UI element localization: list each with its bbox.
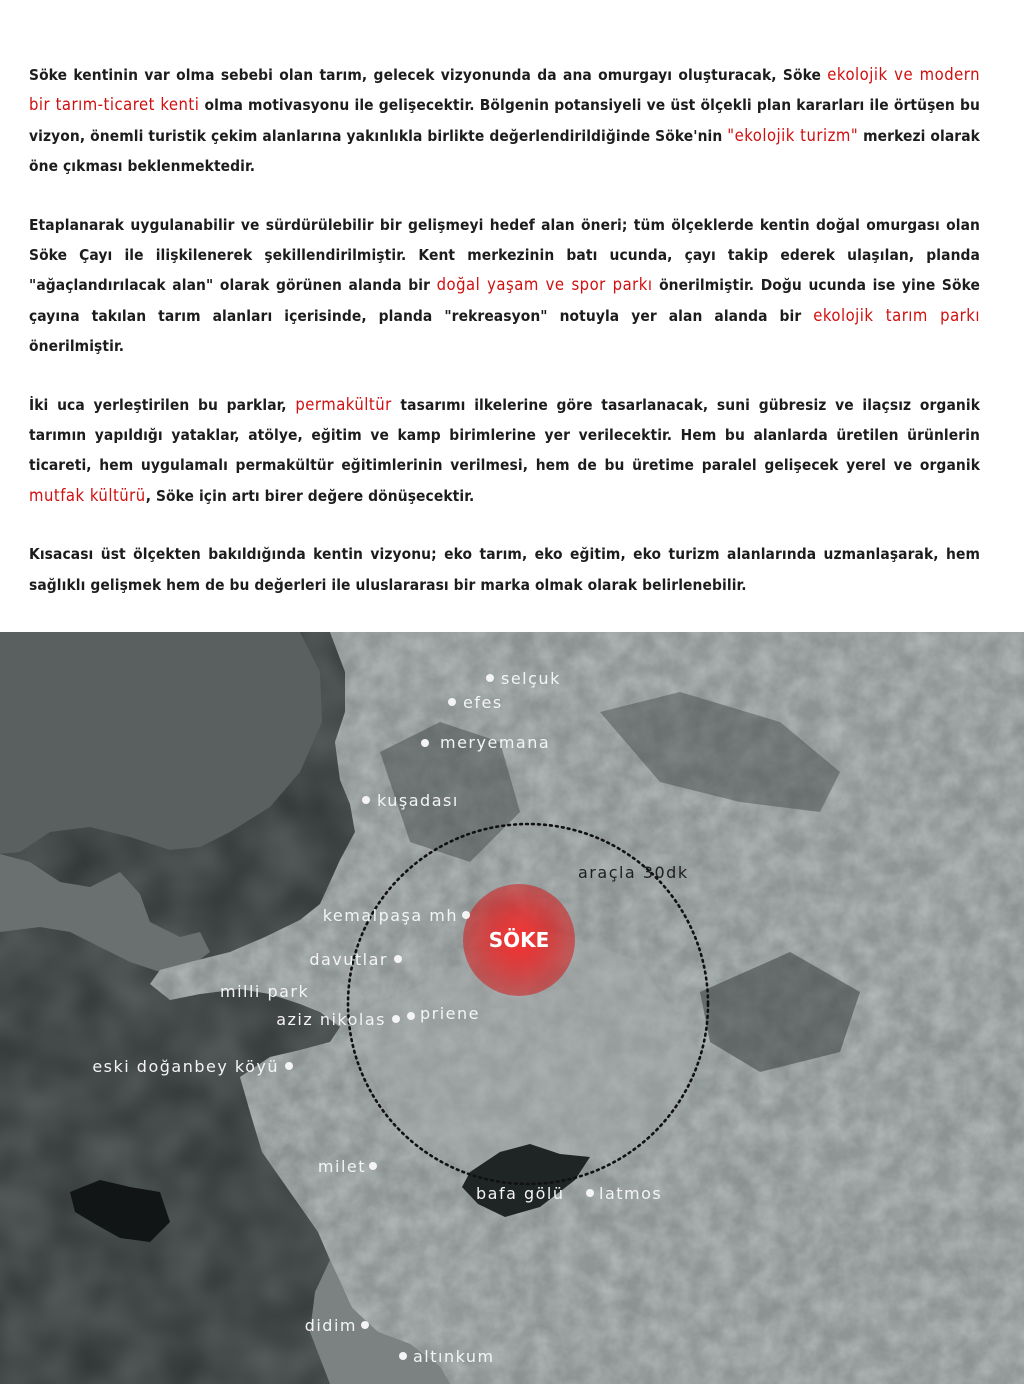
satellite-map xyxy=(0,632,1024,1384)
place-dot-aziz-nikolas xyxy=(392,1015,400,1023)
text-segment: Kısacası üst ölçekten bakıldığında kentin vizyonu; eko tarım, eko eğitim, eko turizm alanlarında uzmanlaşarak, hem sağlıklı gelişmek hem de bu değerleri ile uluslararası bir marka olmak olarak belirlenebilir. xyxy=(29,545,980,594)
place-label-didim: didim xyxy=(304,1316,357,1335)
description-text xyxy=(29,60,980,628)
soke-label: SÖKE xyxy=(488,928,550,952)
place-dot-priene xyxy=(407,1012,415,1020)
place-dot-eski-doganbey-koyu xyxy=(285,1062,293,1070)
place-dot-milet xyxy=(369,1162,377,1170)
place-label-eski-doganbey-koyu: eski doğanbey köyü xyxy=(92,1057,279,1076)
paragraph-3 xyxy=(29,390,980,512)
text-segment: önerilmiştir. xyxy=(29,337,125,356)
text-segment: tasarımı ilkelerine göre tasarlanacak, suni gübresiz ve ilaçsız organik tarımın yapıldığı yataklar, atölye, eğitim ve kamp birimlerine yer verilecektir. Hem bu alanlarda üretilen ürünlerin ticareti, hem uygulamalı permakültür eğitimlerinin verilmesi, hem de bu üretime paralel gelişecek yerel ve organik xyxy=(29,395,980,475)
highlight-term: doğal yaşam ve spor parkı xyxy=(436,275,653,295)
place-dot-efes xyxy=(448,698,456,706)
highlight-term: mutfak kültürü xyxy=(29,485,146,505)
paragraph-4 xyxy=(29,539,980,600)
place-dot-latmos xyxy=(586,1189,594,1197)
place-label-bafa-golu: bafa gölü xyxy=(476,1184,565,1203)
place-label-kusadasi: kuşadası xyxy=(377,791,459,810)
highlight-term: "ekolojik turizm" xyxy=(727,125,859,145)
paragraph-2 xyxy=(29,210,980,362)
place-label-meryemana: meryemana xyxy=(440,733,551,752)
place-dot-meryemana xyxy=(421,739,429,747)
text-segment: , Söke için artı birer değere dönüşecektir. xyxy=(145,486,475,505)
highlight-term: ekolojik tarım parkı xyxy=(813,305,980,325)
place-label-aziz-nikolas: aziz nikolas xyxy=(276,1010,386,1029)
highlight-term: permakültür xyxy=(295,394,392,414)
text-segment: İki uca yerleştirilen bu parklar, xyxy=(29,395,296,414)
text-segment: Etaplanarak uygulanabilir ve sürdürülebilir bir gelişmeyi hedef alan öneri; tüm ölçeklerde kentin doğal omurgası olan Söke Çayı ile ilişkilenerek şekillendirilmiştir. Kent merkezinin batı ucunda, çayı takip ederek ulaşılan, planda "ağaçlandırılacak alan" olarak görünen alanda bir xyxy=(29,215,980,295)
highlight-term: ekolojik ve modern bir tarım-ticaret kenti xyxy=(29,65,980,115)
text-segment: olma motivasyonu ile gelişecektir. Bölgenin potansiyeli ve üst ölçekli plan kararları ile örtüşen bu vizyon, önemli turistik çekim alanlarına yakınlıkla birlikte değerlendirildiğinde Söke'nin xyxy=(29,96,980,145)
place-dot-kemalpasa-mh xyxy=(462,911,470,919)
place-label-davutlar: davutlar xyxy=(309,950,388,969)
place-dot-kusadasi xyxy=(362,796,370,804)
place-dot-didim xyxy=(361,1321,369,1329)
place-dot-selcuk xyxy=(486,674,494,682)
text-segment: Söke kentinin var olma sebebi olan tarım, gelecek vizyonunda da ana omurgayı oluşturacak, Söke xyxy=(29,66,828,84)
radius-label: araçla 30dk xyxy=(578,863,689,882)
place-label-milli-park: milli park xyxy=(220,982,310,1001)
place-label-kemalpasa-mh: kemalpaşa mh xyxy=(322,906,458,925)
place-label-milet: milet xyxy=(317,1157,366,1176)
place-label-priene: priene xyxy=(420,1004,481,1023)
place-label-selcuk: selçuk xyxy=(501,669,561,688)
place-label-altinkum: altınkum xyxy=(413,1347,495,1366)
place-dot-altinkum xyxy=(399,1352,407,1360)
paragraph-1 xyxy=(29,60,980,182)
text-segment: merkezi olarak öne çıkması beklenmektedir. xyxy=(29,126,980,176)
text-segment: önerilmiştir. Doğu ucunda ise yine Söke çayına takılan tarım alanları içerisinde, planda "rekreasyon" notuyla yer alan alanda bir xyxy=(29,276,980,325)
place-label-efes: efes xyxy=(463,693,503,712)
place-label-latmos: latmos xyxy=(599,1184,663,1203)
place-dot-davutlar xyxy=(394,955,402,963)
